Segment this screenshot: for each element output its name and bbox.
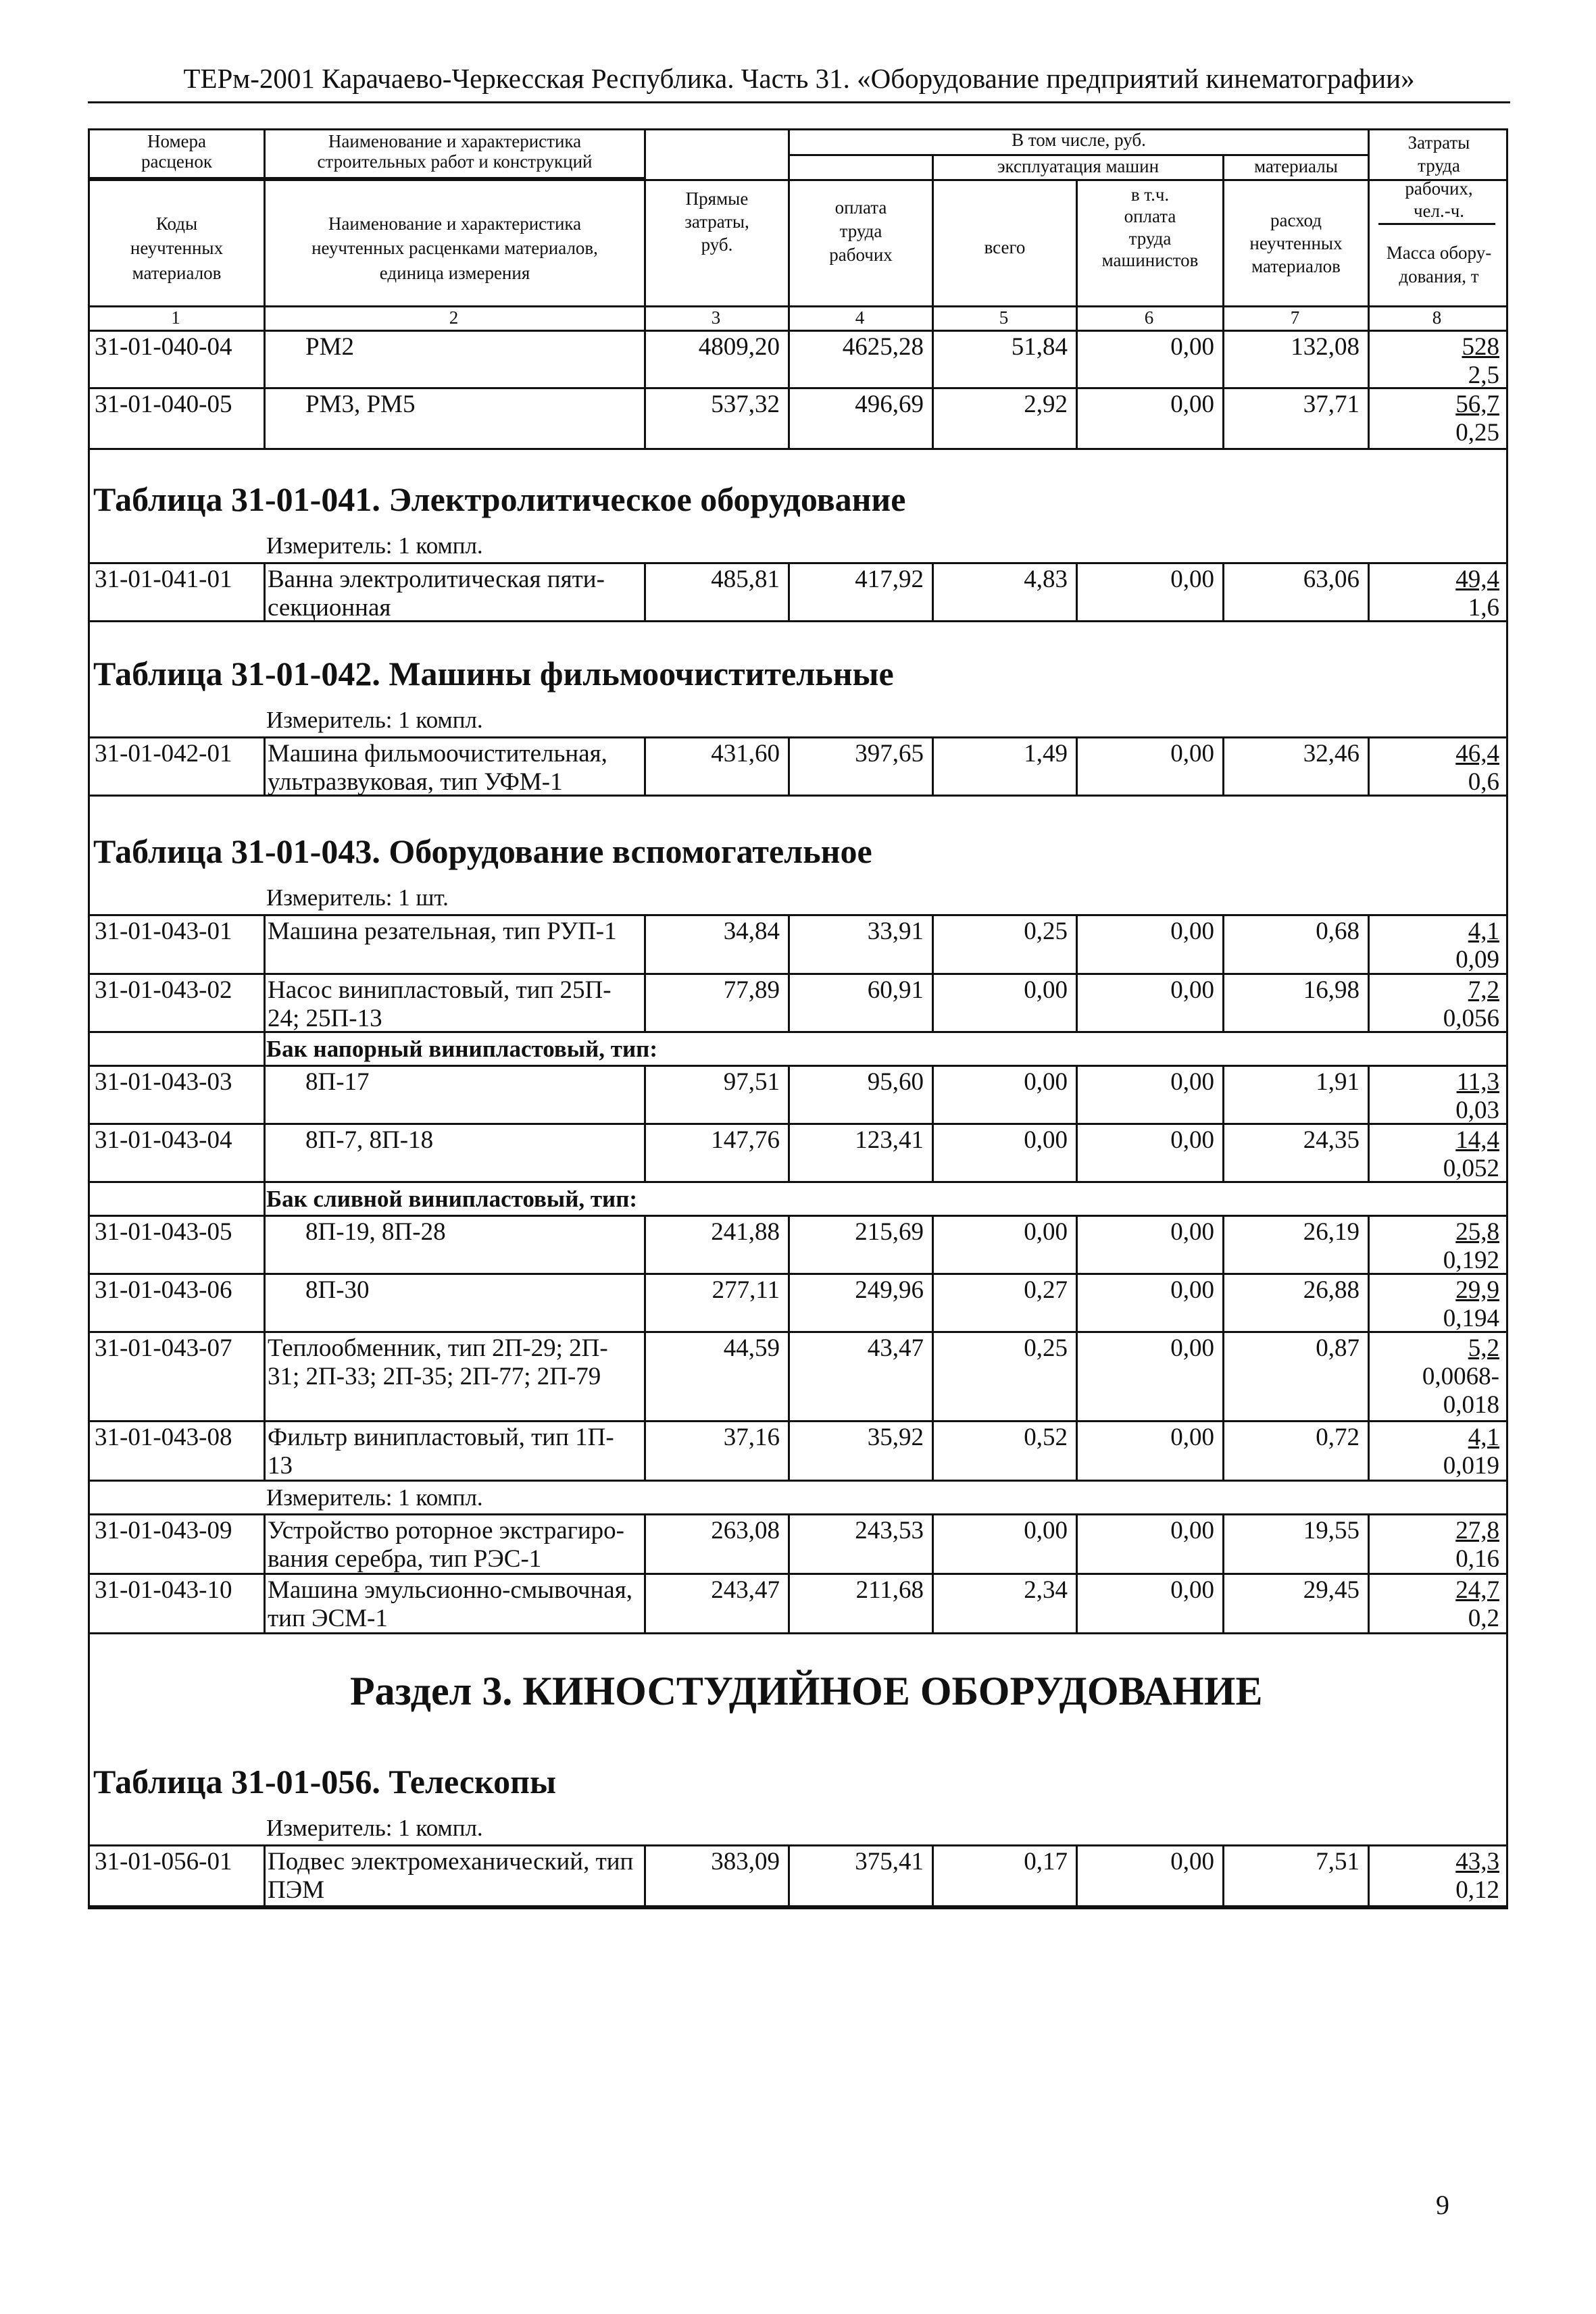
row-top-rule bbox=[88, 1273, 1508, 1275]
column-number: 1 bbox=[171, 307, 180, 328]
cell-machine-cost: 0,00 bbox=[1024, 976, 1068, 1004]
row-column-rule bbox=[264, 914, 266, 973]
page-number: 9 bbox=[1436, 2190, 1449, 2220]
cell-machine-cost: 1,49 bbox=[1024, 740, 1068, 768]
head-col1-bottom: Коды неучтенных материалов bbox=[130, 213, 224, 283]
table-title-042: Таблица 31-01-042. Машины фильмоочистительные bbox=[93, 655, 894, 693]
cell-labor-hours: 24,7 bbox=[1455, 1576, 1499, 1604]
cell-labor-pay: 33,91 bbox=[867, 917, 924, 945]
row-column-rule bbox=[264, 1123, 266, 1181]
cell-materials: 24,35 bbox=[1303, 1126, 1360, 1154]
row-column-rule bbox=[264, 330, 266, 387]
cell-labor-hours: 528 bbox=[1462, 333, 1499, 361]
cell-labor-pay: 4625,28 bbox=[842, 333, 924, 361]
column-number: 5 bbox=[999, 307, 1009, 328]
row-column-rule bbox=[264, 973, 266, 1031]
cell-machine-cost: 0,00 bbox=[1024, 1517, 1068, 1544]
cell-name-cont: секционная bbox=[268, 594, 391, 622]
cell-name: Фильтр винипластовый, тип 1П- bbox=[268, 1424, 614, 1451]
cell-labor-hours: 11,3 bbox=[1456, 1068, 1499, 1096]
cell-name-cont: тип ЭСМ-1 bbox=[268, 1605, 388, 1632]
cell-name-cont: вания серебра, тип РЭС-1 bbox=[268, 1545, 542, 1573]
row-column-rule bbox=[264, 1420, 266, 1480]
cell-machine-cost: 0,25 bbox=[1024, 1334, 1068, 1362]
cell-labor-pay: 43,47 bbox=[867, 1334, 924, 1362]
cell-materials: 32,46 bbox=[1303, 740, 1360, 768]
cell-operator-pay: 0,00 bbox=[1170, 1848, 1214, 1876]
cell-equipment-mass: 0,052 bbox=[1443, 1155, 1499, 1182]
subheader-rule bbox=[88, 1065, 1508, 1067]
head-machines: эксплуатация машин bbox=[997, 156, 1159, 176]
head-col6: в т.ч. оплата труда машинистов bbox=[1101, 184, 1199, 271]
cell-labor-pay: 123,41 bbox=[855, 1126, 924, 1154]
cell-name: 8П-7, 8П-18 bbox=[305, 1126, 434, 1154]
cell-materials: 29,45 bbox=[1303, 1576, 1360, 1604]
cell-labor-pay: 375,41 bbox=[855, 1848, 924, 1876]
subheader-rule bbox=[88, 1215, 1508, 1217]
column-number: 4 bbox=[855, 307, 865, 328]
cell-labor-pay: 35,92 bbox=[867, 1424, 924, 1451]
cell-machine-cost: 0,52 bbox=[1024, 1424, 1068, 1451]
cell-labor-pay: 60,91 bbox=[867, 976, 924, 1004]
section-3-title: Раздел 3. КИНОСТУДИЙНОЕ ОБОРУДОВАНИЕ bbox=[350, 1669, 1263, 1713]
cell-labor-hours: 27,8 bbox=[1455, 1517, 1499, 1544]
cell-name-cont: ультразвуковая, тип УФМ-1 bbox=[268, 768, 563, 796]
cell-labor-pay: 95,60 bbox=[867, 1068, 924, 1096]
head-rule-top bbox=[88, 177, 646, 179]
cell-direct-cost: 263,08 bbox=[711, 1517, 780, 1544]
cell-equipment-mass: 0,09 bbox=[1455, 946, 1499, 974]
cell-labor-pay: 397,65 bbox=[855, 740, 924, 768]
cell-machine-cost: 51,84 bbox=[1011, 333, 1068, 361]
cell-name: РМ3, РМ5 bbox=[305, 391, 416, 418]
cell-machine-cost: 0,27 bbox=[1024, 1276, 1068, 1304]
cell-machine-cost: 0,25 bbox=[1024, 917, 1068, 945]
row-bottom-rule bbox=[88, 1905, 1508, 1907]
cell-name-cont: 31; 2П-33; 2П-35; 2П-77; 2П-79 bbox=[268, 1363, 601, 1390]
cell-code: 31-01-042-01 bbox=[95, 740, 232, 768]
row-top-rule bbox=[88, 1513, 1508, 1515]
cell-machine-cost: 0,00 bbox=[1024, 1068, 1068, 1096]
row-column-rule bbox=[264, 1513, 266, 1573]
subheader-drain-tank: Бак сливной винипластовый, тип: bbox=[266, 1186, 638, 1212]
cell-labor-pay: 249,96 bbox=[855, 1276, 924, 1304]
cell-code: 31-01-040-05 bbox=[95, 391, 232, 418]
table-title-043: Таблица 31-01-043. Оборудование вспомогательное bbox=[93, 832, 872, 870]
cell-direct-cost: 147,76 bbox=[711, 1126, 780, 1154]
column-number: 3 bbox=[711, 307, 721, 328]
cell-operator-pay: 0,00 bbox=[1170, 1334, 1214, 1362]
cell-materials: 26,19 bbox=[1303, 1218, 1360, 1246]
cell-operator-pay: 0,00 bbox=[1170, 1576, 1214, 1604]
column-number: 7 bbox=[1290, 307, 1300, 328]
cell-labor-hours: 43,3 bbox=[1455, 1848, 1499, 1876]
cell-code: 31-01-043-05 bbox=[95, 1218, 232, 1246]
cell-direct-cost: 537,32 bbox=[711, 391, 780, 418]
head-col2-bottom: Наименование и характеристика неучтенных расценками материалов, единица измерения bbox=[311, 213, 598, 283]
row-column-rule bbox=[264, 387, 266, 448]
cell-labor-hours: 4,1 bbox=[1468, 917, 1499, 945]
cell-direct-cost: 34,84 bbox=[723, 917, 780, 945]
measure-056: Измеритель: 1 компл. bbox=[266, 1815, 483, 1841]
running-header: ТЕРм-2001 Карачаево-Черкесская Республика. Часть 31. «Оборудование предприятий кинематографии» bbox=[183, 63, 1415, 94]
table-title-056: Таблица 31-01-056. Телескопы bbox=[93, 1763, 557, 1801]
cell-name-cont: ПЭМ bbox=[268, 1876, 325, 1904]
cell-direct-cost: 97,51 bbox=[723, 1068, 780, 1096]
cell-materials: 0,72 bbox=[1316, 1424, 1360, 1451]
cell-name: 8П-17 bbox=[305, 1068, 370, 1096]
subheader-column-rule bbox=[264, 1031, 266, 1065]
subheader-column-rule bbox=[264, 1181, 266, 1215]
cell-machine-cost: 2,34 bbox=[1024, 1576, 1068, 1604]
row-top-rule bbox=[88, 562, 1508, 564]
row-top-rule bbox=[88, 914, 1508, 916]
cell-name: Машина фильмоочистительная, bbox=[268, 740, 607, 768]
cell-code: 31-01-043-01 bbox=[95, 917, 232, 945]
subheader-rule bbox=[88, 1181, 1508, 1183]
cell-name: РМ2 bbox=[305, 333, 354, 361]
cell-materials: 37,71 bbox=[1303, 391, 1360, 418]
row-top-rule bbox=[88, 330, 1508, 332]
cell-materials: 63,06 bbox=[1303, 565, 1360, 593]
row-column-rule bbox=[264, 1844, 266, 1905]
cell-code: 31-01-043-07 bbox=[95, 1334, 232, 1362]
cell-name: 8П-30 bbox=[305, 1276, 370, 1304]
cell-direct-cost: 77,89 bbox=[723, 976, 780, 1004]
row-column-rule bbox=[264, 736, 266, 795]
cell-equipment-mass: 0,192 bbox=[1443, 1247, 1499, 1274]
head-col1-top: Номера расценок bbox=[141, 131, 212, 172]
cell-name: Устройство роторное экстрагиро- bbox=[268, 1517, 624, 1544]
cell-operator-pay: 0,00 bbox=[1170, 1126, 1214, 1154]
row-column-rule bbox=[264, 1215, 266, 1273]
row-column-rule bbox=[264, 562, 266, 620]
cell-operator-pay: 0,00 bbox=[1170, 1517, 1214, 1544]
row-column-rule bbox=[264, 1273, 266, 1331]
cell-labor-hours: 46,4 bbox=[1455, 740, 1499, 768]
cell-operator-pay: 0,00 bbox=[1170, 333, 1214, 361]
cell-code: 31-01-043-10 bbox=[95, 1576, 232, 1604]
cell-direct-cost: 383,09 bbox=[711, 1848, 780, 1876]
cell-labor-pay: 417,92 bbox=[855, 565, 924, 593]
cell-operator-pay: 0,00 bbox=[1170, 917, 1214, 945]
cell-labor-pay: 211,68 bbox=[855, 1576, 924, 1604]
cell-name: Теплообменник, тип 2П-29; 2П- bbox=[268, 1334, 608, 1362]
row-column-rule bbox=[264, 1065, 266, 1123]
cell-equipment-mass: 0,25 bbox=[1455, 419, 1499, 447]
head-col2-top: Наименование и характеристика строительных работ и конструкций bbox=[317, 131, 593, 172]
cell-name: Машина эмульсионно-смывочная, bbox=[268, 1576, 632, 1604]
cell-labor-hours: 14,4 bbox=[1455, 1126, 1499, 1154]
cell-machine-cost: 2,92 bbox=[1024, 391, 1068, 418]
cell-labor-pay: 496,69 bbox=[855, 391, 924, 418]
cell-materials: 7,51 bbox=[1316, 1848, 1360, 1876]
cell-operator-pay: 0,00 bbox=[1170, 1218, 1214, 1246]
measure-043-a: Измеритель: 1 шт. bbox=[266, 884, 449, 911]
cell-direct-cost: 4809,20 bbox=[698, 333, 780, 361]
cell-code: 31-01-043-09 bbox=[95, 1517, 232, 1544]
header-rule bbox=[88, 101, 1510, 103]
cell-direct-cost: 37,16 bbox=[723, 1424, 780, 1451]
cell-code: 31-01-041-01 bbox=[95, 565, 232, 593]
cell-labor-hours: 5,2 bbox=[1468, 1334, 1499, 1362]
head-col3: Прямые затраты, руб. bbox=[684, 188, 749, 255]
cell-labor-hours: 56,7 bbox=[1455, 391, 1499, 418]
cell-operator-pay: 0,00 bbox=[1170, 1424, 1214, 1451]
cell-name: Подвес электромеханический, тип bbox=[268, 1848, 634, 1876]
cell-name-cont: 24; 25П-13 bbox=[268, 1005, 382, 1032]
cell-name: 8П-19, 8П-28 bbox=[305, 1218, 446, 1246]
column-number: 2 bbox=[449, 307, 459, 328]
cell-labor-pay: 215,69 bbox=[855, 1218, 924, 1246]
cell-equipment-mass: 0,019 bbox=[1443, 1452, 1499, 1480]
cell-operator-pay: 0,00 bbox=[1170, 740, 1214, 768]
cell-equipment-mass: 0,6 bbox=[1468, 768, 1499, 796]
row-top-rule bbox=[88, 387, 1508, 389]
column-number: 8 bbox=[1432, 307, 1442, 328]
row-top-rule bbox=[88, 1331, 1508, 1333]
cell-labor-hours: 7,2 bbox=[1468, 976, 1499, 1004]
col8-divider bbox=[1378, 223, 1495, 225]
subheader-pressure-tank: Бак напорный винипластовый, тип: bbox=[266, 1036, 657, 1062]
row-column-rule bbox=[264, 1331, 266, 1420]
cell-equipment-mass-cont: 0,018 bbox=[1443, 1391, 1499, 1419]
row-top-rule bbox=[88, 1420, 1508, 1422]
cell-code: 31-01-043-08 bbox=[95, 1424, 232, 1451]
head-group: В том числе, руб. bbox=[1012, 130, 1146, 150]
cell-direct-cost: 44,59 bbox=[723, 1334, 780, 1362]
cell-operator-pay: 0,00 bbox=[1170, 1276, 1214, 1304]
cell-labor-hours: 29,9 bbox=[1455, 1276, 1499, 1304]
cell-materials: 26,88 bbox=[1303, 1276, 1360, 1304]
cell-labor-hours: 4,1 bbox=[1468, 1424, 1499, 1451]
cell-machine-cost: 0,00 bbox=[1024, 1126, 1068, 1154]
cell-equipment-mass: 0,2 bbox=[1468, 1605, 1499, 1632]
cell-code: 31-01-040-04 bbox=[95, 333, 232, 361]
cell-materials: 16,98 bbox=[1303, 976, 1360, 1004]
head-col8-top: Затраты труда рабочих, чел.-ч. bbox=[1405, 132, 1473, 222]
cell-direct-cost: 485,81 bbox=[711, 565, 780, 593]
cell-equipment-mass: 1,6 bbox=[1468, 594, 1499, 622]
head-rule-machines bbox=[932, 179, 1370, 181]
cell-machine-cost: 4,83 bbox=[1024, 565, 1068, 593]
cell-code: 31-01-056-01 bbox=[95, 1848, 232, 1876]
cell-labor-hours: 25,8 bbox=[1455, 1218, 1499, 1246]
head-col7: расход неучтенных материалов bbox=[1249, 210, 1343, 276]
cell-equipment-mass: 0,0068- bbox=[1422, 1363, 1499, 1390]
cell-materials: 132,08 bbox=[1291, 333, 1360, 361]
cell-name-cont: 13 bbox=[268, 1452, 293, 1480]
measure-043-b: Измеритель: 1 компл. bbox=[266, 1484, 483, 1511]
head-materials: материалы bbox=[1254, 156, 1338, 176]
cell-materials: 1,91 bbox=[1316, 1068, 1360, 1096]
cell-equipment-mass: 0,056 bbox=[1443, 1005, 1499, 1032]
head-col4: оплата труда рабочих bbox=[829, 197, 893, 266]
row-bottom-rule bbox=[88, 448, 1508, 450]
cell-code: 31-01-043-03 bbox=[95, 1068, 232, 1096]
cell-name: Машина резательная, тип РУП-1 bbox=[268, 917, 617, 945]
cell-name: Насос винипластовый, тип 25П- bbox=[268, 976, 612, 1004]
row-column-rule bbox=[264, 1573, 266, 1632]
cell-code: 31-01-043-06 bbox=[95, 1276, 232, 1304]
cell-direct-cost: 431,60 bbox=[711, 740, 780, 768]
cell-operator-pay: 0,00 bbox=[1170, 565, 1214, 593]
cell-equipment-mass: 0,194 bbox=[1443, 1305, 1499, 1332]
cell-direct-cost: 241,88 bbox=[711, 1218, 780, 1246]
cell-name: Ванна электролитическая пяти- bbox=[268, 565, 605, 593]
cell-equipment-mass: 2,5 bbox=[1468, 361, 1499, 389]
cell-labor-pay: 243,53 bbox=[855, 1517, 924, 1544]
table-title-041: Таблица 31-01-041. Электролитическое оборудование bbox=[93, 480, 906, 518]
cell-code: 31-01-043-04 bbox=[95, 1126, 232, 1154]
measure-042: Измеритель: 1 компл. bbox=[266, 707, 483, 733]
cell-direct-cost: 277,11 bbox=[712, 1276, 780, 1304]
cell-direct-cost: 243,47 bbox=[711, 1576, 780, 1604]
cell-equipment-mass: 0,03 bbox=[1455, 1097, 1499, 1124]
head-col8-bottom: Масса обору- дования, т bbox=[1386, 243, 1492, 287]
cell-code: 31-01-043-02 bbox=[95, 976, 232, 1004]
cell-operator-pay: 0,00 bbox=[1170, 976, 1214, 1004]
measure-041: Измеритель: 1 компл. bbox=[266, 532, 483, 559]
row-top-rule bbox=[88, 973, 1508, 975]
row-top-rule bbox=[88, 1844, 1508, 1846]
cell-equipment-mass: 0,16 bbox=[1455, 1545, 1499, 1573]
cell-operator-pay: 0,00 bbox=[1170, 391, 1214, 418]
row-bottom-rule bbox=[88, 1480, 1508, 1482]
head-col5: всего bbox=[984, 237, 1026, 257]
cell-materials: 19,55 bbox=[1303, 1517, 1360, 1544]
row-top-rule bbox=[88, 736, 1508, 738]
cell-machine-cost: 0,17 bbox=[1024, 1848, 1068, 1876]
column-number: 6 bbox=[1144, 307, 1154, 328]
cell-materials: 0,68 bbox=[1316, 917, 1360, 945]
cell-equipment-mass: 0,12 bbox=[1455, 1876, 1499, 1904]
cell-materials: 0,87 bbox=[1316, 1334, 1360, 1362]
cell-labor-hours: 49,4 bbox=[1455, 565, 1499, 593]
cell-machine-cost: 0,00 bbox=[1024, 1218, 1068, 1246]
cell-operator-pay: 0,00 bbox=[1170, 1068, 1214, 1096]
row-top-rule bbox=[88, 1123, 1508, 1125]
